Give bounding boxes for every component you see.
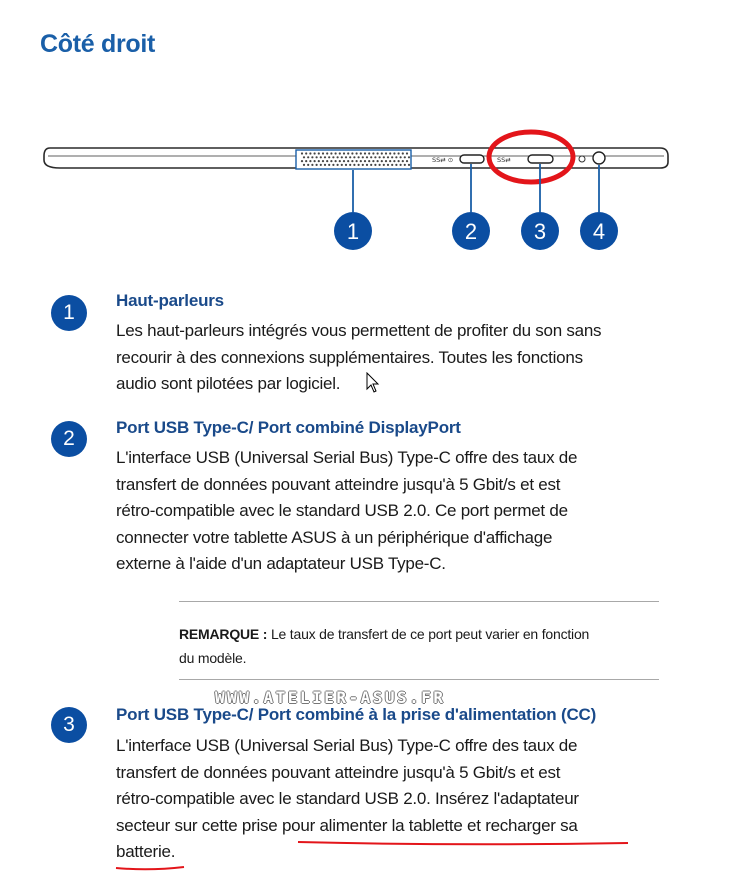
item-1-body: Les haut-parleurs intégrés vous permettent de profiter du son sans recourir à des connexions supplémentaires. Toutes les fonctions audio sont pilotées par logiciel.	[116, 321, 602, 393]
item-1-title: Haut-parleurs	[116, 291, 224, 310]
usb-c-port-3	[528, 155, 553, 163]
port3-label: SS⇄	[497, 156, 511, 164]
item-3-title: Port USB Type-C/ Port combiné à la prise d'alimentation (CC)	[116, 705, 597, 724]
remark-text-1: Le taux de transfert de ce port peut varier en fonction	[270, 626, 590, 642]
remark-text-2: du modèle.	[179, 650, 247, 666]
item-2-title: Port USB Type-C/ Port combiné DisplayPort	[116, 418, 461, 437]
svg-text:2: 2	[464, 219, 478, 244]
svg-text:4: 4	[592, 219, 606, 244]
usb-c-port-2	[460, 155, 484, 163]
svg-text:3: 3	[533, 219, 547, 244]
watermark-text: WWW.ATELIER-ASUS.FR	[215, 688, 446, 707]
tablet-side-diagram	[0, 110, 737, 260]
item-2-badge: 2	[51, 421, 87, 457]
mouse-cursor-icon	[366, 372, 380, 394]
page-title: Côté droit	[40, 30, 156, 58]
callout-4	[580, 212, 618, 250]
callout-1	[334, 212, 372, 250]
port2-label: SS⇄ ⊙	[432, 156, 454, 164]
svg-text:1: 1	[346, 219, 360, 244]
audio-jack	[593, 152, 605, 164]
callout-3	[521, 212, 559, 250]
remark-label: REMARQUE :	[179, 626, 268, 642]
item-3-body: L'interface USB (Universal Serial Bus) Type-C offre des taux de transfert de données pouvant atteindre jusqu'à 5 Gbit/s et est rétro-compatible avec le standard USB 2.0. Insérez l'adaptateur secteur sur cette prise pour alimenter la tablette et recharger sa batterie.	[116, 736, 579, 861]
item-1-badge: 1	[51, 295, 87, 331]
callout-2	[452, 212, 490, 250]
remark-box	[179, 601, 659, 680]
item-3-badge: 3	[51, 707, 87, 743]
item-2-body: L'interface USB (Universal Serial Bus) Type-C offre des taux de transfert de données pouvant atteindre jusqu'à 5 Gbit/s et est rétro-compatible avec le standard USB 2.0. Ce port permet de connecter votre tablette ASUS à un périphérique d'affichage externe à l'aide d'un adaptateur USB Type-C.	[116, 448, 578, 573]
